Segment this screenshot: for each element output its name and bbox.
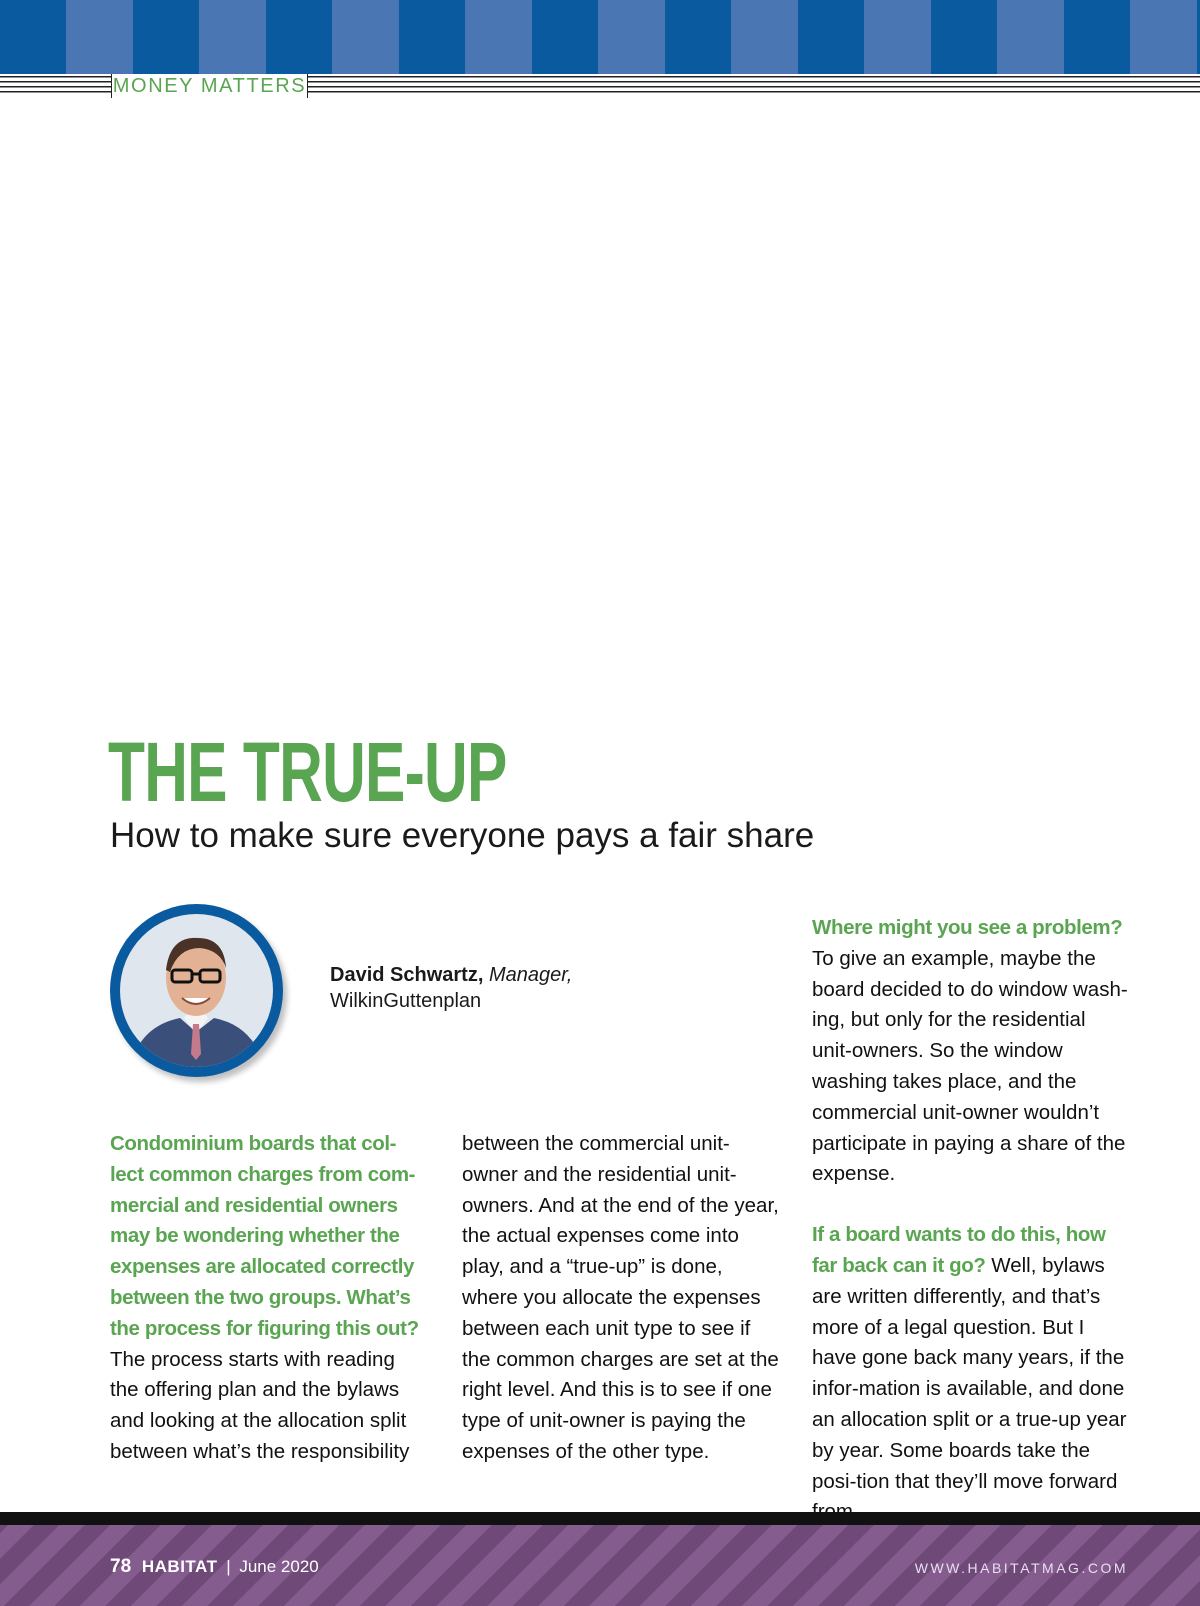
answer-how-far-back: Well, bylaws are written differently, and that’s more of a legal question. But I have gone back many years, if the infor-mation is available, and done an allocation split or a true-up year by year. Some boards take the posi-tion that they’ll move forward	[812, 1253, 1127, 1493]
headline: THE TRUE-UP	[108, 725, 507, 819]
author-photo	[110, 904, 283, 1077]
footer-folio	[110, 1556, 319, 1578]
section-rule-left	[0, 76, 111, 96]
footer-rule	[0, 1512, 1200, 1525]
page-number: 78	[110, 1556, 132, 1577]
subheadline: How to make sure everyone pays a fair share	[110, 816, 815, 855]
answer-intro: The process starts with reading the offering plan and the bylaws and looking at the allocation split between what’s the responsibility	[110, 1347, 410, 1463]
author-name: David Schwartz,	[330, 964, 484, 986]
question-how-far-back: If a board wants to do this, how far back can it go?	[812, 1223, 1106, 1277]
article-column-3	[812, 913, 1130, 1528]
issue-date: June 2020	[239, 1557, 319, 1576]
answer-problem: To give an example, maybe the board decided to do window wash-ing, but only for the residential unit-owners. So the window washing takes place, and the commercial unit-owner wouldn’t participate in paying a share of the expense.	[812, 946, 1128, 1186]
article-column-2	[462, 1129, 780, 1468]
folio-separator: |	[226, 1557, 231, 1576]
article-column-1	[110, 1129, 428, 1468]
author-byline	[330, 962, 572, 1014]
section-rule-right	[308, 76, 1200, 96]
author-company: WilkinGuttenplan	[330, 990, 482, 1012]
top-stripe-banner	[0, 0, 1200, 74]
website-url: WWW.HABITATMAG.COM	[914, 1560, 1128, 1576]
author-portrait-image	[120, 914, 273, 1067]
author-role: Manager,	[488, 964, 573, 986]
magazine-name: HABITAT	[141, 1557, 218, 1576]
section-label: MONEY MATTERS	[112, 75, 307, 97]
column-2-text: between the commercial unit-owner and the residential unit-owners. And at the end of the year, the actual expenses come into play, and a “true-up” is done, where you allocate the expenses between each unit type to see if the common charges are set at the right level. And this is to see if one type of unit-owner is paying the expenses of the other type.	[462, 1132, 779, 1463]
question-problem: Where might you see a problem?	[812, 916, 1123, 939]
question-intro: Condominium boards that col-lect common charges from com-mercial and residential owners may be wondering whether the expenses are allocated correctly between the two groups. What’s the process for figuring this out?	[110, 1132, 419, 1340]
